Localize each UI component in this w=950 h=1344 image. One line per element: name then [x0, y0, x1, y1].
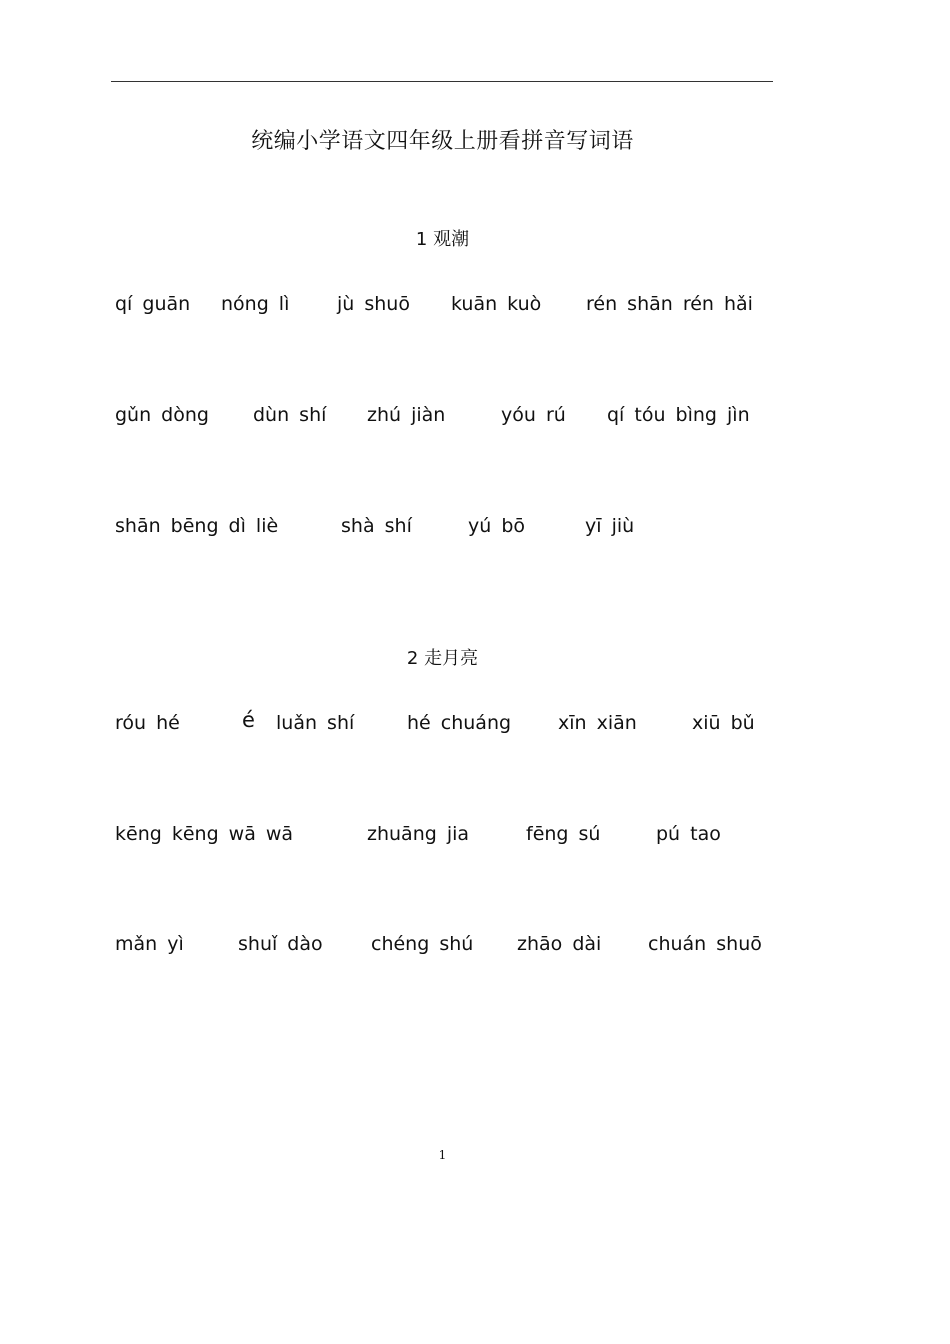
- pinyin-word: qí tóu bìng jìn: [607, 404, 750, 426]
- pinyin-word: rén shān rén hǎi: [586, 293, 753, 315]
- pinyin-word: chuán shuō: [648, 933, 762, 955]
- pinyin-word: mǎn yì: [115, 933, 184, 955]
- pinyin-word: kuān kuò: [451, 293, 542, 315]
- page-number: 1: [438, 1148, 447, 1162]
- pinyin-word: zhāo dài: [517, 933, 602, 955]
- pinyin-word: jù shuō: [337, 293, 410, 315]
- pinyin-word: pú tao: [656, 823, 721, 845]
- page-title: 统编小学语文四年级上册看拼音写词语: [251, 129, 634, 154]
- section-heading: 2 走月亮: [406, 648, 479, 669]
- pinyin-word: luǎn shí: [276, 712, 355, 734]
- pinyin-word: kēng kēng wā wā: [115, 823, 294, 845]
- pinyin-word: chéng shú: [371, 933, 474, 955]
- pinyin-word: gǔn dòng: [115, 404, 209, 426]
- pinyin-word: shān bēng dì liè: [115, 515, 279, 537]
- pinyin-word: fēng sú: [526, 823, 601, 845]
- header-rule: [111, 81, 773, 82]
- pinyin-word: yú bō: [468, 515, 526, 537]
- pinyin-word: zhú jiàn: [367, 404, 446, 426]
- pinyin-word: yī jiù: [585, 515, 635, 537]
- pinyin-word: yóu rú: [501, 404, 566, 426]
- pinyin-word: qí guān: [115, 293, 191, 315]
- pinyin-word: dùn shí: [253, 404, 327, 426]
- pinyin-word: é: [242, 708, 255, 732]
- pinyin-word: zhuāng jia: [367, 823, 470, 845]
- pinyin-word: xīn xiān: [558, 712, 637, 734]
- pinyin-word: xiū bǔ: [692, 712, 755, 734]
- pinyin-word: shà shí: [341, 515, 412, 537]
- pinyin-word: shuǐ dào: [238, 933, 323, 955]
- pinyin-word: hé chuáng: [407, 712, 512, 734]
- section-heading: 1 观潮: [415, 229, 470, 250]
- pinyin-word: nóng lì: [221, 293, 290, 315]
- pinyin-word: róu hé: [115, 712, 180, 734]
